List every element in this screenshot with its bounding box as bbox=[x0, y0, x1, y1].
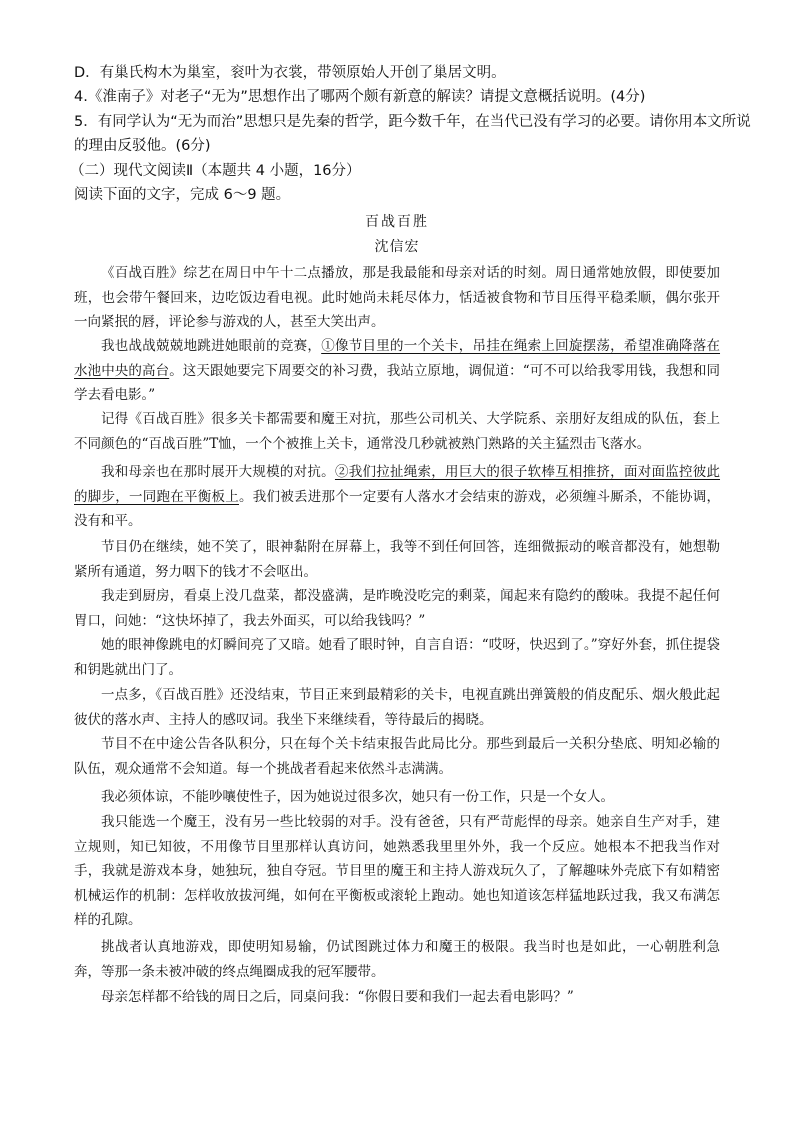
paragraph-10: 我必须体谅，不能吵嚷使性子，因为她说过很多次，她只有一份工作，只是一个女人。 bbox=[101, 789, 614, 805]
reading-instruction: 阅读下面的文字，完成 6～9 题。 bbox=[74, 187, 291, 203]
paragraph-3: 记得《百战百胜》很多关卡都需要和魔王对抗，那些公司机关、大学院系、亲朋好友组成的队伍，套上不同颜色的“百战百胜”T恤，一个个被推上关卡，通常没几秒就被熟门熟路的关主猛烈击飞落水。 bbox=[74, 411, 720, 452]
paragraph-2 bbox=[74, 334, 720, 408]
paragraph-4-text-a: 我和母亲也在那时展开大规模的对抗。 bbox=[101, 464, 335, 480]
paragraph-1: 《百战百胜》综艺在周日中午十二点播放，那是我最能和母亲对话的时刻。周日通常她放假，即使要加班，也会带午餐回来，边吃饭边看电视。此时她尚未耗尽体力，恬适被食物和节目压得平稳柔顺，偶尔张开一向紧抿的唇，评论参与游戏的人，甚至大笑出声。 bbox=[74, 265, 720, 330]
paragraph-2-text-a: 我也战战兢兢地跳进她眼前的竞赛， bbox=[101, 338, 322, 354]
question-5-line-1: 5．有同学认为“无为而治”思想只是先秦的哲学，距今数千年，在当代已没有学习的必要。请你用本文所说 bbox=[74, 114, 751, 130]
paragraph-7: 她的眼神像跳电的灯瞬间亮了又暗。她看了眼时钟，自言自语：“哎呀，快迟到了。”穿好外套，抓住提袋和钥匙就出门了。 bbox=[74, 637, 720, 678]
underlined-sentence-2: ②我们拉扯绳索，用巨大的很子软棒互相推挤，面对面监控彼此的脚步，一同跑在平衡板上 bbox=[74, 464, 721, 505]
article-author: 沈信宏 bbox=[374, 239, 420, 255]
paragraph-4 bbox=[74, 460, 720, 534]
paragraph-9: 节目不在中途公告各队积分，只在每个关卡结束报告此局比分。那些到最后一关积分垫底、明知必输的队伍，观众通常不会知道。每一个挑战者看起来依然斗志满满。 bbox=[74, 736, 720, 777]
paragraph-5: 节目仍在继续，她不笑了，眼神黏附在屏幕上，我等不到任何回答，连细微振动的喉音都没有，她想勒紧所有通道，努力咽下的钱才不会呕出。 bbox=[74, 539, 720, 580]
paragraph-2-text-b: 。这天跟她要完下周要交的补习费，我站立原地，调侃道：“可不可以给我零用钱，我想和同学去看电影。” bbox=[74, 362, 720, 403]
question-5-line-2: 的理由反驳他。(6分) bbox=[74, 138, 211, 154]
paragraph-13: 母亲怎样都不给钱的周日之后，同桌问我：“你假日要和我们一起去看电影吗？” bbox=[101, 989, 574, 1005]
paragraph-12: 挑战者认真地游戏，即使明知易输，仍试图跳过体力和魔王的极限。我当时也是如此，一心朝胜利急奔，等那一条未被冲破的终点绳圈成我的冠军腰带。 bbox=[74, 939, 720, 980]
paragraph-11: 我只能选一个魔王，没有另一些比较弱的对手。没有爸爸，只有严苛彪悍的母亲。她亲自生产对手，建立规则，知已知彼，不用像节目里那样认真访问，她熟悉我里里外外，我一个反应。她根本不把我当作对手，我就是游戏本身，她独玩，独自夺冠。节目里的魔王和主持人游戏玩久了，了解趣味外壳底下有如精密机械运作的机制：怎样收放拔河绳，如何在平衡板或滚轮上跑动。她也知道该怎样猛地跃过我，我又布满怎样的孔隙。 bbox=[74, 814, 720, 928]
question-4: 4.《淮南子》对老子“无为”思想作出了哪两个颇有新意的解读？请提文意概括说明。(4分) bbox=[74, 89, 646, 105]
underlined-sentence-1: ①像节目里的一个关卡，吊挂在绳索上回旋摆荡，希望准确降落在水池中央的高台 bbox=[74, 338, 721, 379]
paragraph-4-text-b: 。我们被丢进那个一定要有人落水才会结束的游戏，必须缠斗厮杀，不能协调，没有和平。 bbox=[74, 488, 720, 529]
option-d: D．有巢氏构木为巢室，衮叶为衣裳，带领原始人开创了巢居文明。 bbox=[74, 65, 506, 81]
article-title: 百战百胜 bbox=[365, 214, 429, 230]
section-heading: （二）现代文阅读Ⅱ（本题共 4 小题，16分） bbox=[70, 163, 361, 179]
paragraph-6: 我走到厨房，看桌上没几盘菜，都没盛满，是昨晚没吃完的剩菜，闻起来有隐约的酸味。我提不起任何胃口，问她：“这快坏掉了，我去外面买，可以给我钱吗？” bbox=[74, 588, 720, 629]
paragraph-8: 一点多，《百战百胜》还没结束，节目正来到最精彩的关卡，电视直跳出弹簧般的俏皮配乐、烟火般此起彼伏的落水声、主持人的感叹词。我坐下来继续看，等待最后的揭晓。 bbox=[74, 687, 720, 728]
